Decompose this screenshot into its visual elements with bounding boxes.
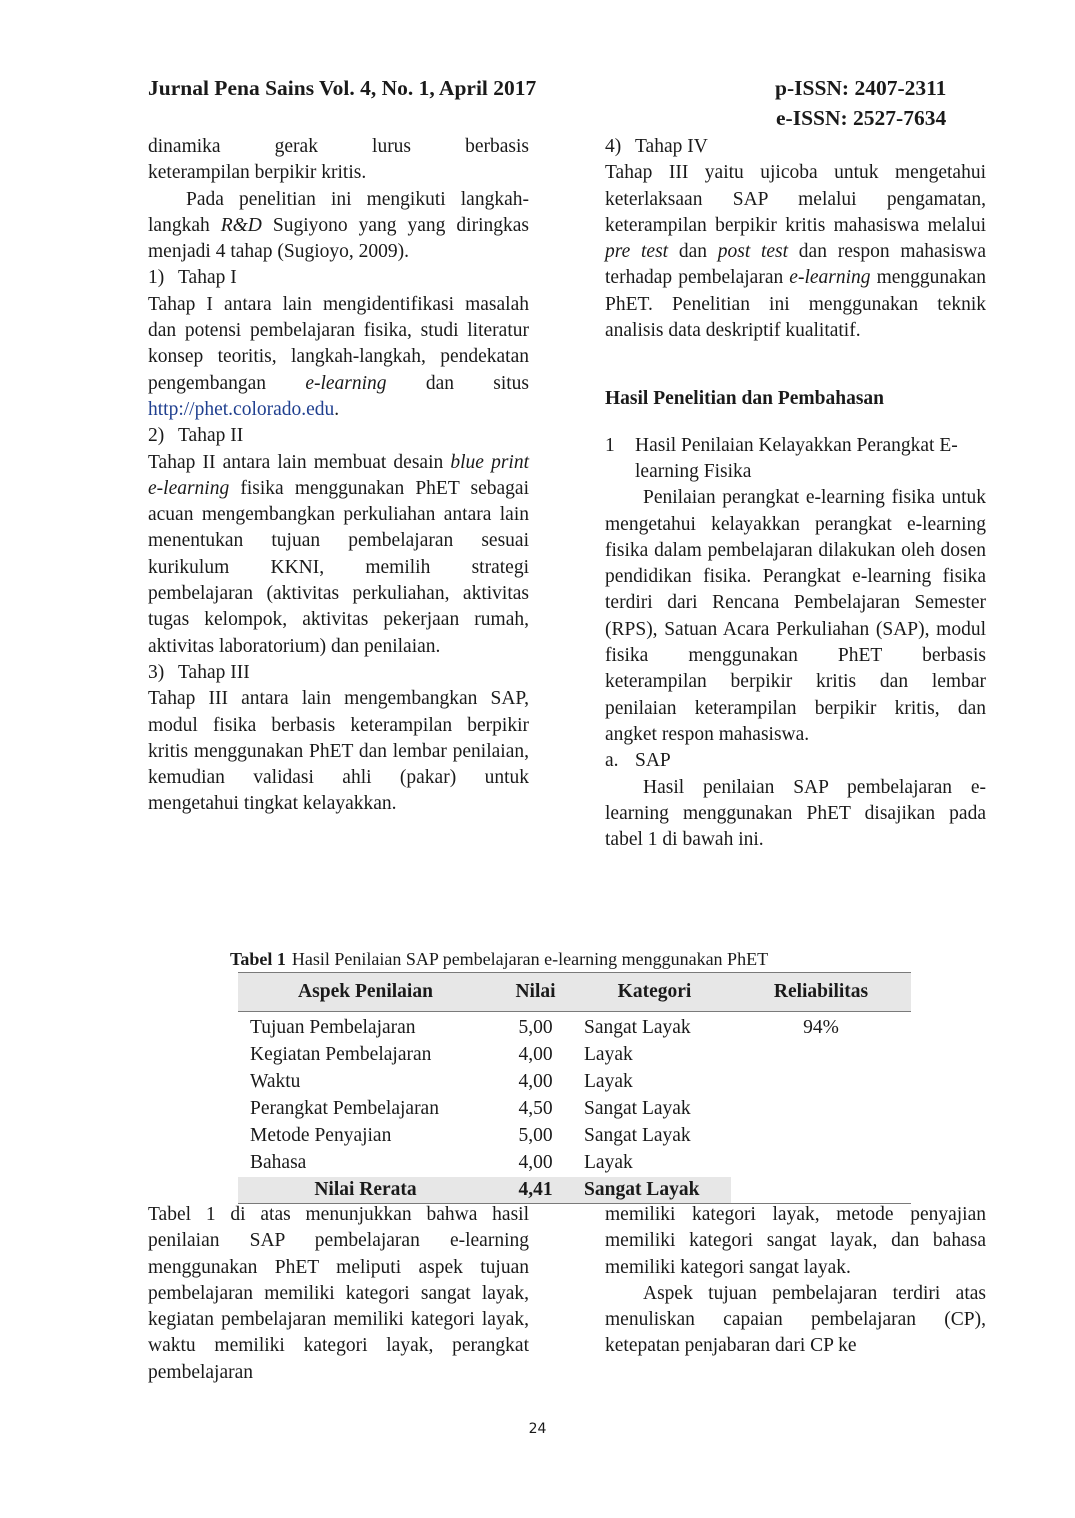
table-cell: Kegiatan Pembelajaran: [250, 1044, 432, 1065]
subsection-title: SAP: [635, 750, 671, 772]
right-column-top: [605, 134, 986, 853]
table-cell: Sangat Layak: [584, 1098, 691, 1119]
step-4-text: [605, 160, 986, 344]
italic-text: e-learning: [305, 372, 387, 394]
table-cell: Layak: [584, 1044, 633, 1065]
step-title: Tahap IV: [635, 136, 708, 157]
table-cell: [731, 1150, 911, 1177]
step-2-text: [148, 450, 529, 660]
step-number: 3): [148, 661, 165, 683]
text: .: [334, 398, 340, 420]
step-heading-1: [148, 265, 529, 291]
phet-link[interactable]: http://phet.colorado.edu: [148, 398, 335, 420]
text: Tahap I antara lain mengidentifikasi masalah dan potensi pembelajaran fisika, studi literatur konsep teoritis, langkah-langkah, pendekatan pengembangan: [148, 293, 529, 394]
text: Tahap II antara lain membuat desain: [148, 451, 451, 473]
journal-title: Jurnal Pena Sains Vol. 4, No. 1, April 2017: [148, 76, 537, 100]
step-number: 2): [148, 425, 165, 447]
table-cell: Sangat Layak: [584, 1017, 691, 1038]
table-row: [238, 1150, 911, 1177]
table-cell: 4,00: [518, 1071, 553, 1092]
table-cell: 4,50: [518, 1098, 553, 1119]
table-cell: Layak: [584, 1152, 633, 1173]
page-number: 24: [528, 1421, 547, 1437]
table-cell: [731, 1069, 911, 1096]
column-header: Aspek Penilaian: [238, 973, 493, 1012]
text: dan respon mahasiswa terhadap pembelajaran: [605, 241, 986, 289]
column-header: Reliabilitas: [731, 973, 911, 1012]
table-cell: [731, 1096, 911, 1123]
table-cell: Sangat Layak: [584, 1125, 691, 1146]
step-1-text: [148, 292, 529, 423]
table-cell: Bahasa: [250, 1152, 307, 1173]
step-title: Tahap II: [178, 425, 244, 447]
table-cell: [731, 1042, 911, 1069]
step-heading-2: [148, 423, 529, 449]
italic-text: R&D: [220, 214, 262, 236]
table-cell: Waktu: [250, 1071, 301, 1092]
table-cell: Sangat Layak: [578, 1177, 731, 1204]
paragraph-sap: Hasil penilaian SAP pembelajaran e-learning menggunakan PhET disajikan pada tabel 1 di bawah ini.: [605, 776, 986, 851]
text: Tahap III yaitu ujicoba untuk mengetahui keterlaksaan SAP melalui pengamatan, keterampilan berpikir kritis mahasiswa melalui: [605, 162, 986, 236]
table-cell: 94%: [803, 1017, 839, 1038]
step-3-text: Tahap III antara lain mengembangkan SAP, modul fisika berbasis keterampilan berpikir kritis menggunakan PhET dan lembar penilaian, kemudian validasi ahli (pakar) untuk mengetahui tingkat kelayakkan.: [148, 688, 529, 815]
left-column-bottom: [148, 1202, 529, 1386]
table-cell: Layak: [584, 1071, 633, 1092]
left-column-top: [148, 134, 529, 818]
subsection-letter: a.: [605, 750, 619, 772]
table-average-row: [238, 1177, 911, 1204]
table-cell: 4,00: [518, 1152, 553, 1173]
table-cell: 4,00: [518, 1044, 553, 1065]
table-cell: Perangkat Pembelajaran: [250, 1098, 439, 1119]
table-row: [238, 1096, 911, 1123]
italic-text: post test: [717, 241, 789, 263]
caption-text: Hasil Penilaian SAP pembelajaran e-learning menggunakan PhET: [291, 949, 769, 969]
paragraph-discussion: Tabel 1 di atas menunjukkan bahwa hasil penilaian SAP pembelajaran e-learning menggunakan PhET meliputi aspek tujuan pembelajaran memiliki kategori sangat layak, kegiatan pembelajaran memiliki kategori layak, waktu memiliki kategori layak, perangkat pembelajaran: [148, 1204, 529, 1383]
paragraph-discussion-cont: memiliki kategori layak, metode penyajian memiliki kategori sangat layak, dan bahasa memiliki kategori sangat layak.: [605, 1204, 986, 1278]
step-number: 1): [148, 267, 165, 289]
text: menggunakan PhET. Penelitian ini menggunakan teknik analisis data deskriptif kualitatif.: [605, 267, 986, 342]
section-heading: Hasil Penelitian dan Pembahasan: [605, 388, 884, 410]
italic-text: blue print e-learning: [148, 451, 530, 499]
p-issn: p-ISSN: 2407-2311: [775, 76, 947, 100]
subsection-heading-1: [605, 433, 986, 486]
step-number: 4): [605, 136, 622, 157]
step-heading-3: [148, 660, 529, 686]
paragraph-method: [148, 187, 529, 266]
column-header: Nilai: [493, 973, 578, 1012]
table-row: [238, 1012, 911, 1043]
subsection-heading-a: [605, 748, 986, 774]
subsection-number: 1: [605, 434, 615, 456]
table-row: [238, 1042, 911, 1069]
table-row: [238, 1069, 911, 1096]
caption-label: Tabel 1: [230, 949, 286, 969]
text: fisika menggunakan PhET sebagai acuan mengembangkan perkuliahan antara lain menentukan tujuan pembelajaran sesuai kurikulum KKNI, memilih strategi pembelajaran (aktivitas perkuliahan, aktivitas tugas kelompok, aktivitas pekerjaan rumah, aktivitas laboratorium) dan penilaian.: [148, 477, 529, 657]
subsection-title: Hasil Penilaian Kelayakkan Perangkat E-learning Fisika: [635, 434, 958, 482]
paragraph-aspect: Aspek tujuan pembelajaran terdiri atas menuliskan capaian pembelajaran (CP), ketepatan penjabaran dari CP ke: [605, 1282, 986, 1357]
step-heading-4: [605, 134, 986, 160]
table-row: [238, 1123, 911, 1150]
paragraph-line: keterampilan berpikir kritis.: [148, 162, 367, 184]
paragraph-line: dinamika gerak lurus berbasis: [148, 136, 529, 157]
table-cell: [731, 1177, 911, 1204]
table-cell: Nilai Rerata: [238, 1177, 493, 1204]
table-cell: Metode Penyajian: [250, 1125, 392, 1146]
table-cell: [731, 1123, 911, 1150]
table-caption: [230, 949, 768, 970]
text: dan: [668, 241, 718, 263]
step-title: Tahap I: [178, 267, 237, 289]
text: dan situs: [386, 372, 529, 394]
table-cell: 4,41: [493, 1177, 578, 1204]
e-issn: e-ISSN: 2527-7634: [776, 106, 947, 130]
text: Pada penelitian ini mengikuti langkah-langkah: [148, 188, 529, 236]
results-table: [238, 972, 911, 1204]
table-header-row: [238, 973, 911, 1012]
italic-text: pre test: [605, 241, 669, 263]
italic-text: e-learning: [789, 267, 871, 289]
table-cell: Tujuan Pembelajaran: [250, 1017, 416, 1038]
text: Sugiyono yang yang diringkas menjadi 4 tahap (Sugioyo, 2009).: [148, 214, 529, 263]
table-cell: 5,00: [518, 1125, 553, 1146]
table-cell: 5,00: [518, 1017, 553, 1038]
paragraph-assessment: Penilaian perangkat e-learning fisika untuk mengetahui kelayakkan perangkat e-learning fisika dalam pembelajaran dilakukan oleh dosen pendidikan fisika. Perangkat e-learning fisika terdiri dari Rencana Pembelajaran Semester (RPS), Satuan Acara Perkuliahan (SAP), modul fisika menggunakan PhET berbasis keterampilan berpikir kritis dan lembar penilaian keterampilan berpikir kritis, dan angket respon mahasiswa.: [605, 487, 986, 745]
column-header: Kategori: [578, 973, 731, 1012]
right-column-bottom: [605, 1202, 986, 1360]
step-title: Tahap III: [178, 661, 250, 683]
